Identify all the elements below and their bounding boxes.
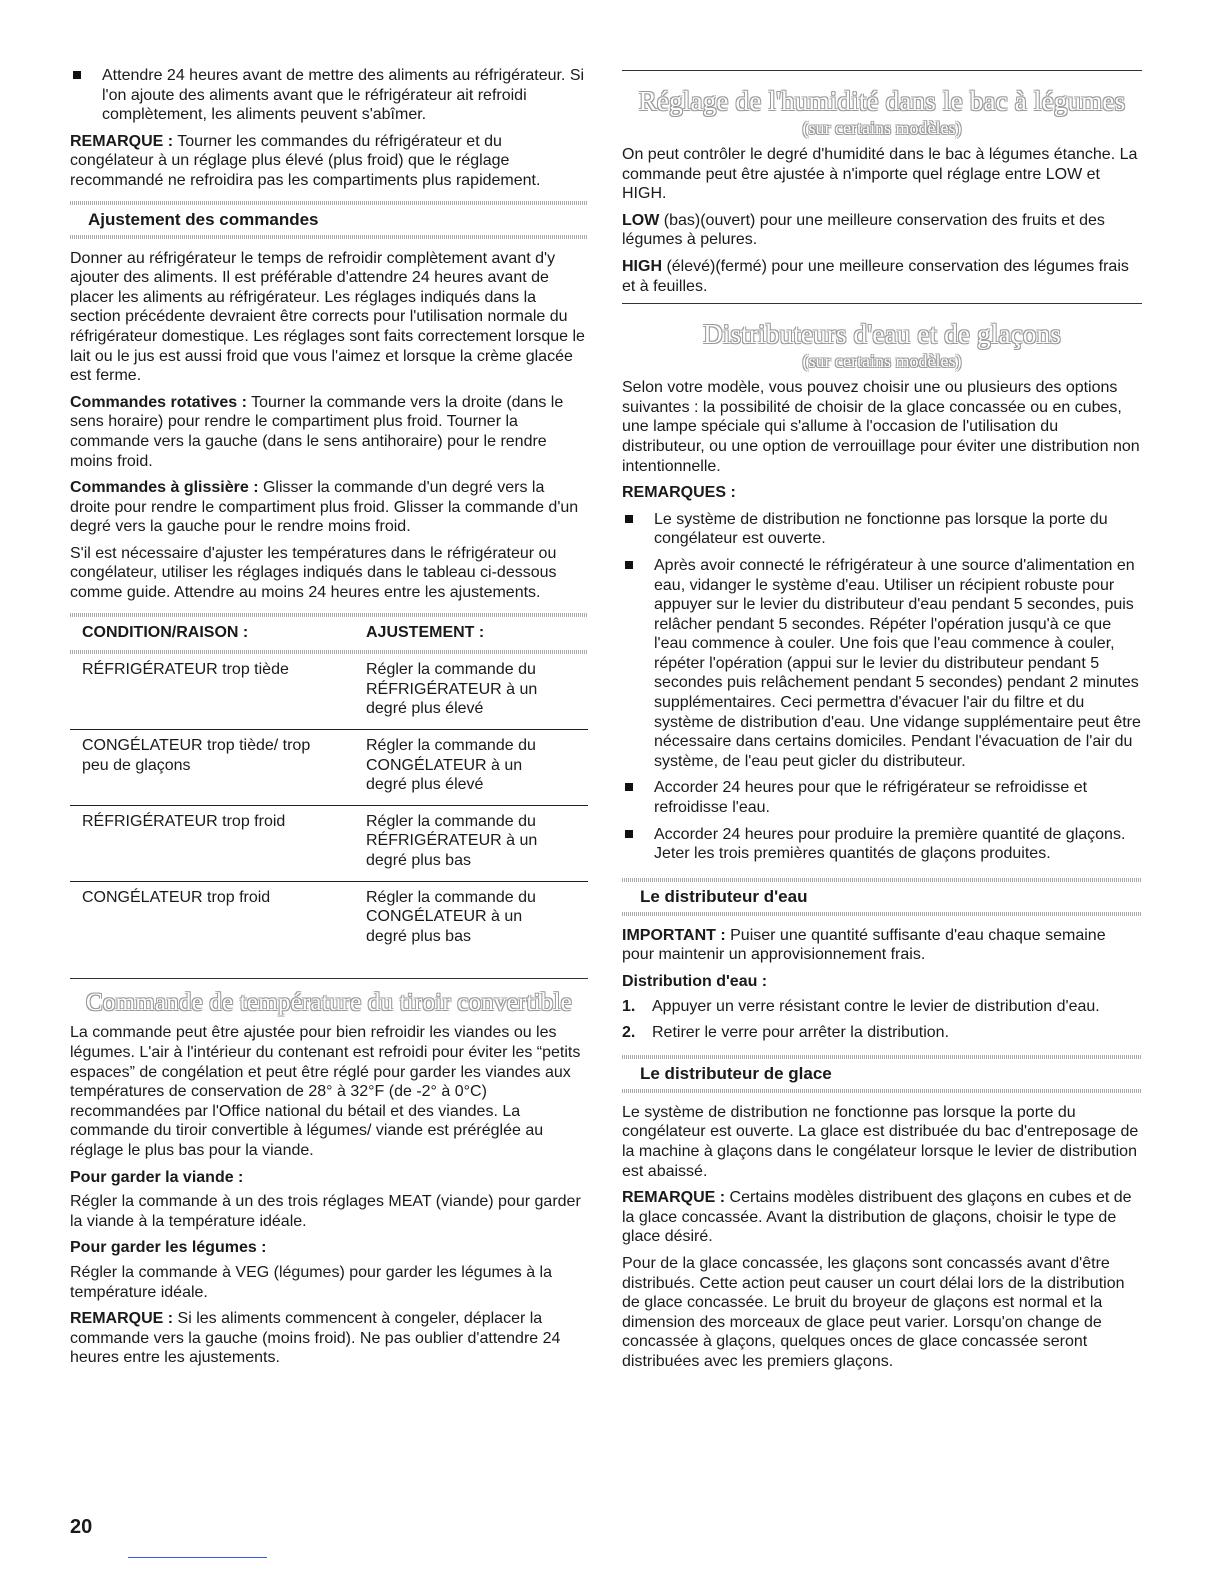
heading-text: Le distributeur d'eau — [640, 886, 808, 906]
section-title-dispensers: Distributeurs d'eau et de glaçons — [703, 319, 1061, 350]
remark-paragraph: REMARQUE : Certains modèles distribuent des glaçons en cubes et de la glace concassée. Avant la distribution de glaçons, choisir le type de glace désiré. — [622, 1189, 1132, 1246]
paragraph: Le système de distribution ne fonctionne pas lorsque la porte du congélateur est ouverte. La glace est distribuée du bac d'entreposage de la machine à glaçons dans le congélateur lorsque le levier de distribution est abaissé. — [622, 1103, 1139, 1180]
paragraph: La commande peut être ajustée pour bien refroidir les viandes ou les légumes. L'air à l'intérieur du contenant est refroidi pour éviter les “petits espaces” de congélation et peut être réglé pour garder les viandes aux températures de conservation de 28° à 32°F (de -2° à 0°C) recommandées par l'Office national du bétail et des viandes. La commande du tiroir convertible à légumes/ viande est préréglée au réglage le plus bas pour la viande. — [70, 1024, 581, 1159]
paragraph: Commandes à glissière : Glisser la commande d'un degré vers la droite pour rendre le compartiment plus froid. Glisser la commande d'un degré vers la gauche pour le rendre moins froid. — [70, 479, 579, 536]
list-item: Attendre 24 heures avant de mettre des aliments au réfrigérateur. Si l'on ajoute des aliments avant que le réfrigérateur ait refroidi complètement, les aliments peuvent s'abîmer. — [70, 66, 588, 125]
remark-paragraph: REMARQUE : Tourner les commandes du réfrigérateur et du congélateur à un réglage plus élevé (plus froid) que le réglage recommandé ne refroidira pas les compartiments plus rapidement. — [70, 132, 541, 189]
table-row — [70, 654, 588, 729]
paragraph: Selon votre modèle, vous pouvez choisir une ou plusieurs des options suivantes : la possibilité de choisir de la glace concassée ou en cubes, une lampe spéciale qui s'allume à l'occasion de l'utilisation du distributeur, ou une option de verrouillage pour éviter une distribution non intentionnelle. — [622, 379, 1140, 475]
paragraph: Pour de la glace concassée, les glaçons sont concassés avant d'être distribués. Cette action peut causer un court délai lors de la distribution de glace concassée. Le bruit du broyeur de glaçons est normal et la dimension des morceaux de glace peut varier. Lorsqu'on change de concassée à glaçons, quelques onces de glace concassée seront distribuées avec les premiers glaçons. — [622, 1254, 1125, 1370]
remark-paragraph: REMARQUE : Si les aliments commencent à congeler, déplacer la commande vers la gauche (moins froid). Ne pas oublier d'attendre 24 heures entre les ajustements. — [70, 1310, 561, 1367]
list-item: Après avoir connecté le réfrigérateur à une source d'alimentation en eau, vidanger le système d'eau. Utiliser un récipient robuste pour appuyer sur le levier du distributeur d'eau pendant 5 secondes, puis relâcher pendant 5 secondes. Répéter l'opération jusqu'à ce que l'eau commence à couler. Une fois que l'eau commence à couler, répéter l'opération (appui sur le levier du distributeur pendant 5 secondes puis relâchement pendant 5 secondes) pendant 2 minutes supplémentaires. Ceci permettra d'évacuer l'air du filtre et du système de distribution d'eau. Une vidange supplémentaire peut être nécessaire dans certains domiciles. Pendant l'évacuation de l'air du système, de l'eau peut gicler du distributeur. — [622, 556, 1142, 772]
divider — [622, 1089, 1142, 1093]
table-cell: Régler la commande du CONGÉLATEUR à un degré plus bas — [366, 888, 536, 945]
list-item: Accorder 24 heures pour que le réfrigérateur se refroidisse et refroidisse l'eau. — [622, 778, 1142, 817]
table-header-condition: CONDITION/RAISON : — [82, 623, 249, 641]
footer-link-line — [128, 1557, 267, 1558]
list-item: Accorder 24 heures pour produire la première quantité de glaçons. Jeter les trois premières quantités de glaçons produites. — [622, 825, 1142, 864]
paragraph: On peut contrôler le degré d'humidité dans le bac à légumes étanche. La commande peut être ajustée à n'importe quel réglage entre LOW et HIGH. — [622, 146, 1138, 203]
table-cell: Régler la commande du RÉFRIGÉRATEUR à un degré plus élevé — [354, 654, 588, 729]
section-rule — [70, 978, 588, 979]
paragraph: Régler la commande à VEG (légumes) pour garder les légumes à la température idéale. — [70, 1263, 553, 1301]
page-number: 20 — [70, 1516, 93, 1538]
table-cell: RÉFRIGÉRATEUR trop tiède — [70, 654, 354, 729]
paragraph: IMPORTANT : Puiser une quantité suffisante d'eau chaque semaine pour maintenir un approvisionnement frais. — [622, 926, 1106, 964]
heading-text: Ajustement des commandes — [88, 209, 319, 229]
table-header-adjustment: AJUSTEMENT : — [366, 623, 485, 641]
section-heading-water — [622, 878, 1142, 916]
table-cell: CONGÉLATEUR trop froid — [82, 888, 271, 906]
section-subtitle: (sur certains modèles) — [802, 118, 962, 138]
divider — [70, 235, 588, 239]
section-title-drawer: Commande de température du tiroir convertible — [86, 989, 572, 1017]
paragraph: LOW (bas)(ouvert) pour une meilleure conservation des fruits et des légumes à pelures. — [622, 211, 1105, 249]
table-row — [70, 805, 588, 881]
list-item: Le système de distribution ne fonctionne pas lorsque la porte du congélateur est ouverte. — [622, 510, 1142, 549]
subheading-remarks: REMARQUES : — [622, 484, 736, 502]
section-heading-ice — [622, 1055, 1142, 1093]
subheading-meat: Pour garder la viande : — [70, 1168, 244, 1186]
table-cell: RÉFRIGÉRATEUR trop froid — [70, 805, 354, 881]
heading-text: Le distributeur de glace — [640, 1063, 832, 1083]
table-row — [70, 881, 588, 972]
paragraph: Donner au réfrigérateur le temps de refroidir complètement avant d'y ajouter des aliments. Il est préférable d'attendre 24 heures avant de placer les aliments au réfrigérateur. Les réglages indiqués dans la section précédente devraient être corrects pour l'utilisation normale du réfrigérateur domestique. Les réglages sont faits correctement lorsque le lait ou le jus est aussi froid que vous l'aimez et lorsque la crème glacée est ferme. — [70, 249, 585, 385]
section-subtitle: (sur certains modèles) — [802, 351, 962, 372]
left-column — [70, 66, 588, 1375]
paragraph: Régler la commande à un des trois réglages MEAT (viande) pour garder la viande à la température idéale. — [70, 1193, 581, 1230]
list-item: 1. Appuyer un verre résistant contre le levier de distribution d'eau. — [622, 997, 1100, 1015]
adjustment-table — [70, 617, 588, 973]
section-title-humidity: Réglage de l'humidité dans le bac à légumes — [638, 86, 1126, 116]
section-rule — [622, 70, 1142, 71]
paragraph: S'il est nécessaire d'ajuster les températures dans le réfrigérateur ou congélateur, utiliser les réglages indiqués dans le tableau ci-dessous comme guide. Attendre au moins 24 heures entre les ajustements. — [70, 544, 557, 602]
table-cell: Régler la commande du RÉFRIGÉRATEUR à un degré plus bas — [354, 805, 588, 881]
subheading-veg: Pour garder les légumes : — [70, 1239, 267, 1257]
paragraph: Commandes rotatives : Tourner la commande vers la droite (dans le sens horaire) pour rendre le compartiment plus froid. Tourner la commande vers la gauche (dans le sens antihoraire) pour le rendre moins froid. — [70, 393, 564, 470]
table-cell: CONGÉLATEUR trop tiède/ trop peu de glaçons — [70, 730, 354, 806]
section-rule — [622, 303, 1142, 304]
right-column — [622, 66, 1142, 1379]
divider — [622, 912, 1142, 916]
subheading-water-dispensing: Distribution d'eau : — [622, 973, 768, 990]
table-cell: Régler la commande du CONGÉLATEUR à un degré plus élevé — [354, 730, 588, 806]
list-item: 2. Retirer le verre pour arrêter la distribution. — [622, 1024, 950, 1042]
section-heading-adjust — [70, 201, 588, 239]
table-row — [70, 730, 588, 806]
paragraph: HIGH (élevé)(fermé) pour une meilleure conservation des légumes frais et à feuilles. — [622, 257, 1129, 295]
table-header-row — [70, 617, 588, 651]
